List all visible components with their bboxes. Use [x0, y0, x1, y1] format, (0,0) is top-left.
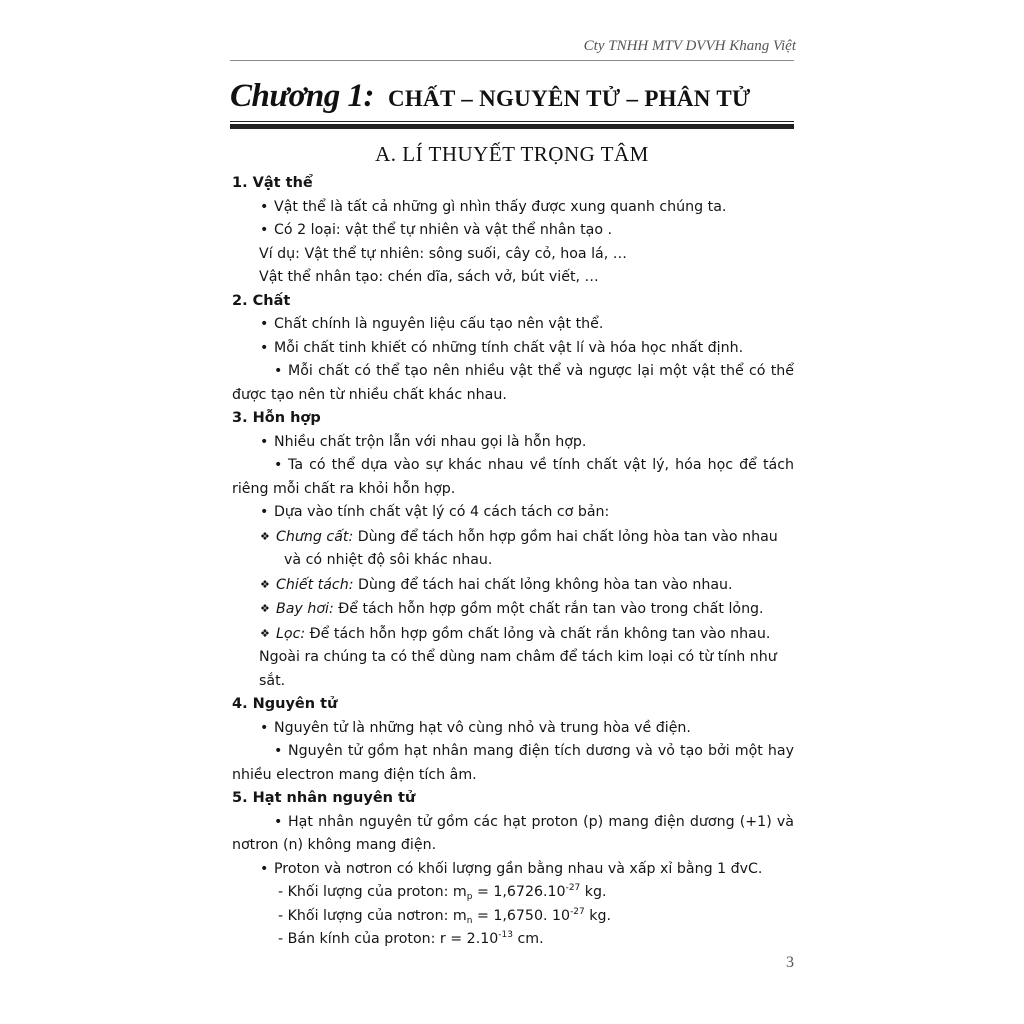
chapter-rule-thin [230, 121, 794, 122]
list-item: • Proton và nơtron có khối lượng gần bằng nhau và xấp xỉ bằng 1 đvC. [232, 858, 794, 882]
formula-line: - Khối lượng của proton: $m_p = 1,6726.10^{-27}$ kg. [278, 883, 607, 902]
list-item: • Mỗi chất tinh khiết có những tính chất vật lí và hóa học nhất định. [232, 337, 794, 361]
list-item: • Vật thể là tất cả những gì nhìn thấy được xung quanh chúng ta. [232, 196, 794, 220]
list-item: • Nguyên tử là những hạt vô cùng nhỏ và trung hòa về điện. [232, 717, 794, 741]
bullet-icon: • [260, 198, 269, 215]
list-item: • Có 2 loại: vật thể tự nhiên và vật thể nhân tạo . [232, 219, 794, 243]
chapter-rule-thick [230, 124, 794, 129]
bullet-icon: • [274, 363, 283, 379]
list-item: • Chất chính là nguyên liệu cấu tạo nên vật thể. [232, 313, 794, 337]
chapter-name: CHẤT – NGUYÊN TỬ – PHÂN TỬ [387, 86, 751, 111]
example-line: Vật thể nhân tạo: chén dĩa, sách vở, bút viết, … [259, 269, 599, 285]
note-line: Ngoài ra chúng ta có thể dùng nam châm để tách kim loại có từ tính như sắt. [259, 649, 777, 689]
method-item: ❖ Bay hơi: Để tách hỗn hợp gồm một chất rắn tan vào trong chất lỏng. [232, 597, 794, 622]
method-item: ❖ Lọc: Để tách hỗn hợp gồm chất lỏng và chất rắn không tan vào nhau. [232, 622, 794, 647]
bullet-icon: • [260, 316, 269, 332]
example-line: Ví dụ: Vật thể tự nhiên: sông suối, cây cỏ, hoa lá, … [259, 245, 627, 262]
bullet-icon: • [274, 813, 283, 830]
chapter-title [230, 78, 794, 115]
formula-line: - Bán kính của proton: $r = 2.10^{-13}$ cm. [278, 930, 544, 947]
bullet-icon: • [260, 339, 269, 356]
list-item: • Nguyên tử gồm hạt nhân mang điện tích dương và vỏ tạo bởi một hay nhiều electron mang điện tích âm. [232, 740, 794, 787]
heading-nguyen-tu: 4. Nguyên tử [232, 696, 338, 712]
heading-hon-hop: 3. Hỗn hợp [232, 410, 321, 426]
heading-vat-the: 1. Vật thể [232, 175, 313, 191]
bullet-icon: • [260, 860, 269, 877]
heading-chat: 2. Chất [232, 292, 291, 309]
diamond-bullet-icon: ❖ [260, 602, 270, 615]
bullet-icon: • [260, 719, 269, 736]
diamond-bullet-icon: ❖ [260, 577, 270, 591]
page-number: 3 [786, 954, 794, 971]
bullet-icon: • [260, 433, 269, 450]
publisher-header: Cty TNHH MTV DVVH Khang Việt [583, 38, 796, 54]
list-item: • Ta có thể dựa vào sự khác nhau về tính chất vật lý, hóa học để tách riêng mỗi chất ra khỏi hỗn hợp. [232, 454, 794, 501]
bullet-icon: • [274, 743, 283, 759]
heading-hat-nhan: 5. Hạt nhân nguyên tử [232, 790, 416, 806]
page-content [232, 172, 794, 952]
list-item: • Mỗi chất có thể tạo nên nhiều vật thể và ngược lại một vật thể có thể được tạo nên từ nhiều chất khác nhau. [232, 360, 794, 407]
list-item: • Hạt nhân nguyên tử gồm các hạt proton (p) mang điện dương (+1) và nơtron (n) không mang điện. [232, 811, 794, 858]
chapter-label: Chương 1: [230, 78, 374, 114]
list-item: • Nhiều chất trộn lẫn với nhau gọi là hỗn hợp. [232, 431, 794, 455]
formula-line: - Khối lượng của nơtron: $m_n = 1,6750$. $10^{-27}$ kg. [278, 906, 612, 926]
bullet-icon: • [260, 504, 269, 520]
diamond-bullet-icon: ❖ [260, 626, 270, 640]
list-item: • Dựa vào tính chất vật lý có 4 cách tách cơ bản: [232, 501, 794, 525]
section-title: A. LÍ THUYẾT TRỌNG TÂM [375, 142, 649, 166]
header-rule [230, 60, 794, 61]
bullet-icon: • [274, 457, 283, 473]
diamond-bullet-icon: ❖ [260, 529, 270, 543]
bullet-icon: • [260, 222, 269, 238]
method-item: ❖ Chưng cất: Dùng để tách hỗn hợp gồm hai chất lỏng hòa tan vào nhau và có nhiệt độ sôi khác nhau. [232, 525, 794, 573]
method-item: ❖ Chiết tách: Dùng để tách hai chất lỏng không hòa tan vào nhau. [232, 573, 794, 598]
